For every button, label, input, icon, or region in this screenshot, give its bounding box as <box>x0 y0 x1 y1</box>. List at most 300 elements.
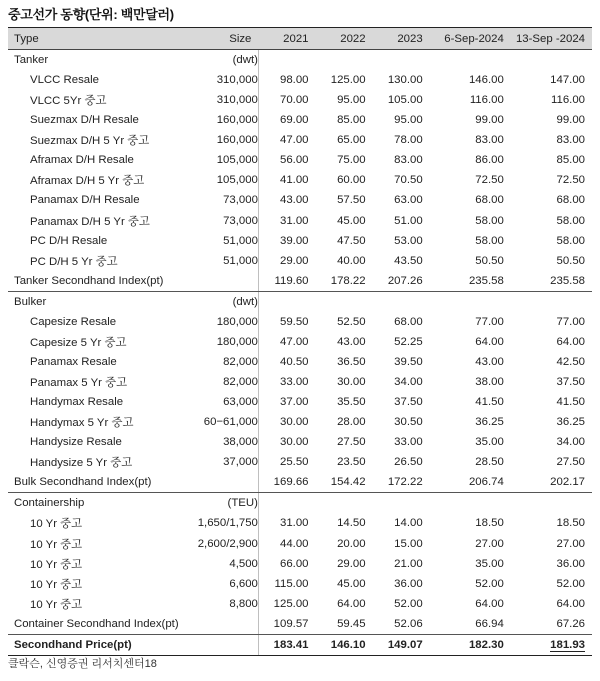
value: 29.00 <box>337 557 366 570</box>
value-cell <box>258 534 315 554</box>
row-size: 8,800 <box>229 597 258 610</box>
row-label-cell <box>8 110 258 130</box>
row-label-cell <box>8 452 258 472</box>
value: 26.50 <box>394 456 423 469</box>
value: 47.00 <box>279 134 309 147</box>
row-label-cell <box>8 190 258 210</box>
row-size: 82,000 <box>223 376 258 389</box>
value-cell <box>430 271 511 292</box>
row-size: 60−61,000 <box>203 416 258 429</box>
section-index-row <box>8 271 592 292</box>
row-type: Panamax D/H Resale <box>30 194 140 207</box>
value: 95.00 <box>394 114 423 127</box>
value: 36.25 <box>475 416 504 429</box>
row-label-cell <box>8 472 258 493</box>
value-cell <box>430 392 511 412</box>
value-cell <box>258 392 315 412</box>
value: 99.00 <box>556 114 585 127</box>
value: 21.00 <box>394 557 423 570</box>
value-cell <box>511 150 592 170</box>
value-cell <box>373 594 430 614</box>
table-row <box>8 130 592 150</box>
value: 56.00 <box>279 154 309 167</box>
row-type: PC D/H Resale <box>30 234 108 247</box>
value-cell <box>316 534 373 554</box>
section-header-row <box>8 291 592 312</box>
empty-cell <box>373 50 430 71</box>
value: 27.00 <box>556 537 585 550</box>
value: 57.50 <box>337 194 366 207</box>
value-cell <box>373 412 430 432</box>
value-cell <box>373 432 430 452</box>
value-cell <box>316 170 373 190</box>
value: 182.30 <box>468 638 504 651</box>
value-cell <box>430 332 511 352</box>
value: 125.00 <box>330 74 366 87</box>
value-cell <box>511 170 592 190</box>
row-type: Capesize Resale <box>30 315 117 328</box>
value-cell <box>430 211 511 231</box>
value: 99.00 <box>475 114 504 127</box>
value-cell <box>258 332 315 352</box>
value: 35.00 <box>475 557 504 570</box>
value-cell <box>316 432 373 452</box>
value-cell <box>430 554 511 574</box>
value-cell <box>511 594 592 614</box>
value: 58.00 <box>556 234 585 247</box>
value-cell <box>316 70 373 90</box>
value: 36.25 <box>556 416 585 429</box>
table-row <box>8 534 592 554</box>
value: 116.00 <box>551 94 585 107</box>
row-label-cell <box>8 634 258 655</box>
value-cell <box>430 513 511 533</box>
value-cell <box>316 452 373 472</box>
value-cell <box>316 352 373 372</box>
row-size: 180,000 <box>216 335 258 348</box>
empty-cell <box>316 50 373 71</box>
value-cell <box>373 513 430 533</box>
value-cell <box>373 70 430 90</box>
row-type: Tanker <box>14 54 49 67</box>
header-row <box>8 28 592 50</box>
value-cell <box>511 110 592 130</box>
table-body <box>8 50 592 656</box>
value: 63.00 <box>394 194 423 207</box>
value: 66.00 <box>279 557 309 570</box>
table-row <box>8 231 592 251</box>
value-cell <box>511 190 592 210</box>
row-type: Handymax 5 Yr 중고 <box>30 417 134 430</box>
section-index-row <box>8 472 592 493</box>
value: 44.00 <box>279 537 309 550</box>
value-cell <box>430 634 511 655</box>
source-note: 클락슨, 신영증권 리서치센터18 <box>8 658 157 670</box>
value-cell <box>258 90 315 110</box>
value-cell <box>511 412 592 432</box>
value-cell <box>258 231 315 251</box>
value: 37.50 <box>394 396 423 409</box>
row-type: Suezmax D/H 5 Yr 중고 <box>30 135 150 148</box>
value-cell <box>316 614 373 635</box>
empty-cell <box>430 291 511 312</box>
row-label-cell <box>8 352 258 372</box>
value: 36.00 <box>394 577 423 590</box>
value-cell <box>258 190 315 210</box>
row-size: 63,000 <box>223 396 258 409</box>
empty-cell <box>258 291 315 312</box>
value: 64.00 <box>475 597 504 610</box>
value-cell <box>373 190 430 210</box>
table-row <box>8 392 592 412</box>
value: 130.00 <box>387 74 423 87</box>
value: 18.50 <box>556 517 585 530</box>
value: 41.50 <box>475 396 504 409</box>
row-label-cell <box>8 513 258 533</box>
header-2022: 2022 <box>316 28 373 50</box>
value: 41.00 <box>279 174 309 187</box>
header-6-sep-2024: 6-Sep-2024 <box>430 28 511 50</box>
value: 85.00 <box>337 114 366 127</box>
value-cell <box>316 211 373 231</box>
value: 59.45 <box>337 617 366 630</box>
row-type: PC D/H 5 Yr 중고 <box>30 255 118 268</box>
row-type: Aframax D/H Resale <box>30 154 134 167</box>
value: 178.22 <box>330 274 366 287</box>
value: 72.50 <box>556 174 585 187</box>
row-size: (dwt) <box>232 295 258 308</box>
row-type: 10 Yr 중고 <box>30 518 83 531</box>
row-size: 4,500 <box>229 557 258 570</box>
value-cell <box>511 271 592 292</box>
row-label-cell <box>8 90 258 110</box>
value-cell <box>316 372 373 392</box>
value-cell <box>316 110 373 130</box>
value-cell <box>373 554 430 574</box>
empty-cell <box>511 493 592 514</box>
value-cell <box>373 150 430 170</box>
value-cell <box>258 472 315 493</box>
value: 68.00 <box>475 194 504 207</box>
value: 146.00 <box>468 74 504 87</box>
value-cell <box>373 392 430 412</box>
value-cell <box>258 634 315 655</box>
value-cell <box>511 634 592 655</box>
value-cell <box>373 130 430 150</box>
value-cell <box>430 432 511 452</box>
value-cell <box>511 452 592 472</box>
value-cell <box>430 472 511 493</box>
value: 58.00 <box>475 214 504 227</box>
value: 36.50 <box>337 355 366 368</box>
value: 202.17 <box>550 476 585 489</box>
section-header-row <box>8 50 592 71</box>
row-label-cell <box>8 271 258 292</box>
value-cell <box>258 554 315 574</box>
value-cell <box>373 372 430 392</box>
value: 27.00 <box>475 537 504 550</box>
value-cell <box>430 594 511 614</box>
value-cell <box>430 452 511 472</box>
value-cell <box>258 614 315 635</box>
value: 119.60 <box>274 274 309 287</box>
value-cell <box>430 251 511 271</box>
value: 86.00 <box>475 154 504 167</box>
table-row <box>8 332 592 352</box>
row-label-cell <box>8 392 258 412</box>
value-cell <box>258 130 315 150</box>
value: 45.00 <box>337 214 366 227</box>
value: 52.00 <box>475 577 504 590</box>
value: 235.58 <box>550 274 585 287</box>
value-cell <box>373 211 430 231</box>
value-cell <box>430 130 511 150</box>
value: 75.00 <box>337 154 366 167</box>
value-cell <box>511 251 592 271</box>
value-cell <box>430 170 511 190</box>
empty-cell <box>511 50 592 71</box>
row-size: 51,000 <box>223 254 258 267</box>
value: 65.00 <box>337 134 366 147</box>
value: 33.00 <box>394 436 423 449</box>
value: 52.00 <box>394 597 423 610</box>
value: 29.00 <box>279 254 309 267</box>
header-size: Size <box>222 28 258 50</box>
value-cell <box>511 513 592 533</box>
value-cell <box>511 352 592 372</box>
row-label-cell <box>8 614 258 635</box>
row-size: 160,000 <box>216 134 258 147</box>
value-cell <box>258 211 315 231</box>
empty-cell <box>316 493 373 514</box>
value-cell <box>258 170 315 190</box>
row-type: Handysize 5 Yr 중고 <box>30 457 133 470</box>
value: 40.00 <box>337 254 366 267</box>
value: 64.00 <box>556 335 585 348</box>
value: 14.00 <box>394 517 423 530</box>
empty-cell <box>430 50 511 71</box>
value: 64.00 <box>556 597 585 610</box>
value: 43.00 <box>337 335 366 348</box>
value: 35.50 <box>337 396 366 409</box>
value: 52.50 <box>337 315 366 328</box>
total-row <box>8 634 592 655</box>
value: 35.00 <box>475 436 504 449</box>
value: 27.50 <box>337 436 366 449</box>
value-cell <box>373 574 430 594</box>
value: 83.00 <box>556 134 585 147</box>
table-row <box>8 432 592 452</box>
value-cell <box>258 312 315 332</box>
secondhand-price-table <box>8 27 592 656</box>
value: 37.50 <box>556 376 585 389</box>
row-type: VLCC Resale <box>30 74 100 87</box>
row-type: 10 Yr 중고 <box>30 578 83 591</box>
table-title: 중고선가 동향(단위: 백만달러) <box>8 7 174 22</box>
table-row <box>8 513 592 533</box>
value: 31.00 <box>279 214 309 227</box>
value: 40.50 <box>279 355 309 368</box>
row-size: 37,000 <box>223 456 258 469</box>
value: 50.50 <box>556 254 585 267</box>
value-cell <box>373 90 430 110</box>
value: 28.50 <box>475 456 504 469</box>
value: 52.25 <box>394 335 423 348</box>
row-label-cell <box>8 493 258 514</box>
row-label-cell <box>8 332 258 352</box>
table-row <box>8 251 592 271</box>
table-row <box>8 110 592 130</box>
row-type: Container Secondhand Index(pt) <box>14 617 179 630</box>
value: 95.00 <box>337 94 366 107</box>
value: 68.00 <box>556 194 585 207</box>
value-cell <box>316 392 373 412</box>
value-cell <box>511 554 592 574</box>
value: 83.00 <box>475 134 504 147</box>
row-label-cell <box>8 170 258 190</box>
value-cell <box>430 534 511 554</box>
value-cell <box>373 312 430 332</box>
value: 77.00 <box>556 315 585 328</box>
value-cell <box>258 110 315 130</box>
value: 125.00 <box>273 597 309 610</box>
value: 33.00 <box>279 376 309 389</box>
value: 116.00 <box>469 94 504 107</box>
value: 36.00 <box>556 557 585 570</box>
table-row <box>8 412 592 432</box>
value: 30.00 <box>337 376 366 389</box>
value-cell <box>316 412 373 432</box>
row-type: 10 Yr 중고 <box>30 598 83 611</box>
row-size: 6,600 <box>229 577 258 590</box>
value: 67.26 <box>556 617 585 630</box>
value-cell <box>511 372 592 392</box>
row-size: 38,000 <box>223 436 258 449</box>
value: 15.00 <box>394 537 423 550</box>
value: 47.00 <box>279 335 309 348</box>
value: 20.00 <box>337 537 366 550</box>
value: 70.50 <box>394 174 423 187</box>
value-cell <box>316 594 373 614</box>
row-label-cell <box>8 50 258 71</box>
row-type: Panamax Resale <box>30 355 117 368</box>
table-row <box>8 190 592 210</box>
empty-cell <box>258 493 315 514</box>
row-size: 180,000 <box>216 315 258 328</box>
value: 169.66 <box>273 476 309 489</box>
value-cell <box>373 534 430 554</box>
value-cell <box>316 513 373 533</box>
value: 149.07 <box>387 638 423 651</box>
value: 64.00 <box>337 597 366 610</box>
value-cell <box>511 392 592 412</box>
value-cell <box>430 614 511 635</box>
value: 30.00 <box>279 436 309 449</box>
value: 53.00 <box>394 234 423 247</box>
value: 30.00 <box>279 416 309 429</box>
value-cell <box>258 432 315 452</box>
value: 235.58 <box>468 274 504 287</box>
value-cell <box>316 231 373 251</box>
value: 105.00 <box>387 94 423 107</box>
row-type: Bulk Secondhand Index(pt) <box>14 476 152 489</box>
value-cell <box>316 251 373 271</box>
row-size: 105,000 <box>216 154 258 167</box>
value-cell <box>258 150 315 170</box>
empty-cell <box>373 493 430 514</box>
row-size: 160,000 <box>216 114 258 127</box>
value-cell <box>258 372 315 392</box>
value: 109.57 <box>273 617 309 630</box>
value: 31.00 <box>279 517 309 530</box>
value: 47.50 <box>337 234 366 247</box>
value: 43.00 <box>475 355 504 368</box>
value-cell <box>430 190 511 210</box>
value-cell <box>430 412 511 432</box>
value-cell <box>316 554 373 574</box>
value-cell <box>258 452 315 472</box>
table-row <box>8 70 592 90</box>
value: 52.00 <box>556 577 585 590</box>
value-cell <box>373 170 430 190</box>
value-cell <box>511 472 592 493</box>
value: 34.00 <box>556 436 585 449</box>
value-cell <box>511 90 592 110</box>
value-cell <box>430 110 511 130</box>
row-type: Secondhand Price(pt) <box>14 638 132 651</box>
value: 43.50 <box>394 254 423 267</box>
value-cell <box>430 70 511 90</box>
value-cell <box>316 472 373 493</box>
value-cell <box>258 513 315 533</box>
value-cell <box>373 614 430 635</box>
row-label-cell <box>8 554 258 574</box>
row-label-cell <box>8 534 258 554</box>
value-cell <box>373 634 430 655</box>
value: 146.10 <box>330 638 366 651</box>
value-cell <box>316 90 373 110</box>
row-size: 82,000 <box>223 355 258 368</box>
row-type: Suezmax D/H Resale <box>30 114 139 127</box>
row-size: 51,000 <box>223 234 258 247</box>
value-cell <box>373 271 430 292</box>
empty-cell <box>373 291 430 312</box>
empty-cell <box>316 291 373 312</box>
row-type: Tanker Secondhand Index(pt) <box>14 274 164 287</box>
value-cell <box>316 150 373 170</box>
value-cell <box>430 312 511 332</box>
value: 85.00 <box>556 154 585 167</box>
value-cell <box>373 251 430 271</box>
value-cell <box>511 534 592 554</box>
value: 207.26 <box>387 274 423 287</box>
table-row <box>8 574 592 594</box>
value: 42.50 <box>556 355 585 368</box>
value: 58.00 <box>556 214 585 227</box>
value-cell <box>511 332 592 352</box>
value-cell <box>511 70 592 90</box>
row-type: 10 Yr 중고 <box>30 558 83 571</box>
value: 98.00 <box>279 74 309 87</box>
value: 25.50 <box>279 456 309 469</box>
value-cell <box>258 70 315 90</box>
value-cell <box>316 332 373 352</box>
row-size: 73,000 <box>223 214 258 227</box>
value: 206.74 <box>468 476 504 489</box>
value: 38.00 <box>475 376 504 389</box>
value-cell <box>373 452 430 472</box>
value-cell <box>430 90 511 110</box>
